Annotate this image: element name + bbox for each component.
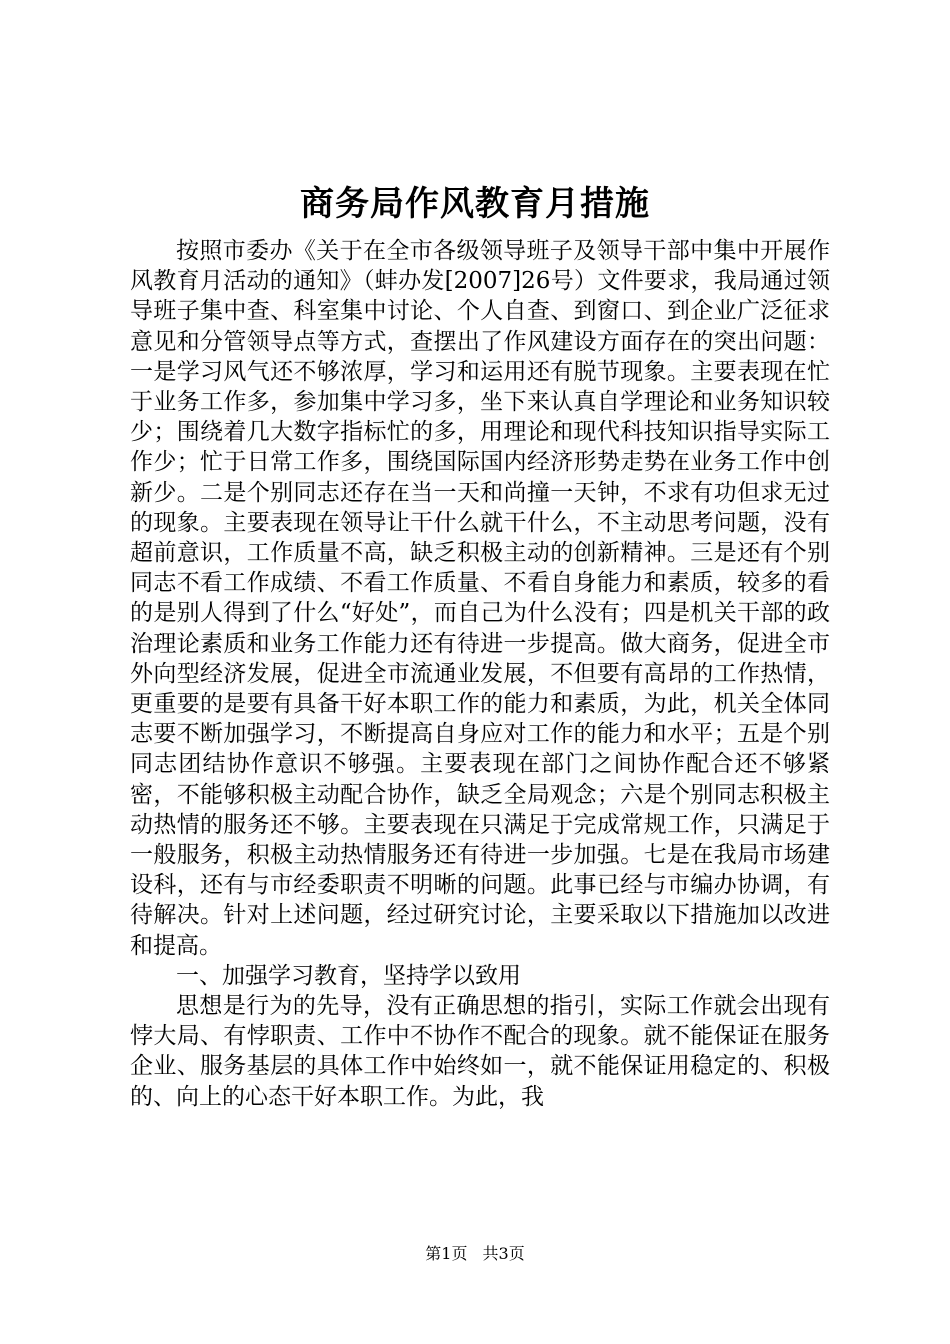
section-heading-1: 一、加强学习教育，坚持学以致用	[176, 962, 521, 989]
page-total: 共3页	[482, 1244, 525, 1263]
document-body	[130, 236, 830, 1112]
paragraph-section-1: 思想是行为的先导，没有正确思想的指引，实际工作就会出现有悖大局、有悖职责、工作中不协作不配合的现象。就不能保证在服务企业、服务基层的具体工作中始终如一，就不能保证用稳定的、积极的、向上的心态干好本职工作。为此，我	[130, 993, 830, 1110]
paragraph-intro: 按照市委办《关于在全市各级领导班子及领导干部中集中开展作风教育月活动的通知》（蚌办发[2007]26号）文件要求，我局通过领导班子集中查、科室集中讨论、个人自查、到窗口、到企业广泛征求意见和分管领导点等方式，查摆出了作风建设方面存在的突出问题：一是学习风气还不够浓厚，学习和运用还有脱节现象。主要表现在忙于业务工作多，参加集中学习多，坐下来认真自学理论和业务知识较少；围绕着几大数字指标忙的多，用理论和现代科技知识指导实际工作少；忙于日常工作多，围绕国际国内经济形势走势在业务工作中创新少。二是个别同志还存在当一天和尚撞一天钟，不求有功但求无过的现象。主要表现在领导让干什么就干什么，不主动思考问题，没有超前意识，工作质量不高，缺乏积极主动的创新精神。三是还有个别同志不看工作成绩、不看工作质量、不看自身能力和素质，较多的看的是别人得到了什么“好处”，而自己为什么没有；四是机关干部的政治理论素质和业务工作能力还有待进一步提高。做大商务，促进全市外向型经济发展，促进全市流通业发展，不但要有高昂的工作热情，更重要的是要有具备干好本职工作的能力和素质，为此，机关全体同志要不断加强学习，不断提高自身应对工作的能力和水平；五是个别同志团结协作意识不够强。主要表现在部门之间协作配合还不够紧密，不能够积极主动配合协作，缺乏全局观念；六是个别同志积极主动热情的服务还不够。主要表现在只满足于完成常规工作，只满足于一般服务，积极主动热情服务还有待进一步加强。七是在我局市场建设科，还有与市经委职责不明晰的问题。此事已经与市编办协调，有待解决。针对上述问题，经过研究讨论，主要采取以下措施加以改进和提高。	[130, 238, 830, 959]
page-number: 第1页	[425, 1244, 468, 1263]
page-footer	[0, 1242, 950, 1266]
document-title: 商务局作风教育月措施	[300, 184, 650, 224]
